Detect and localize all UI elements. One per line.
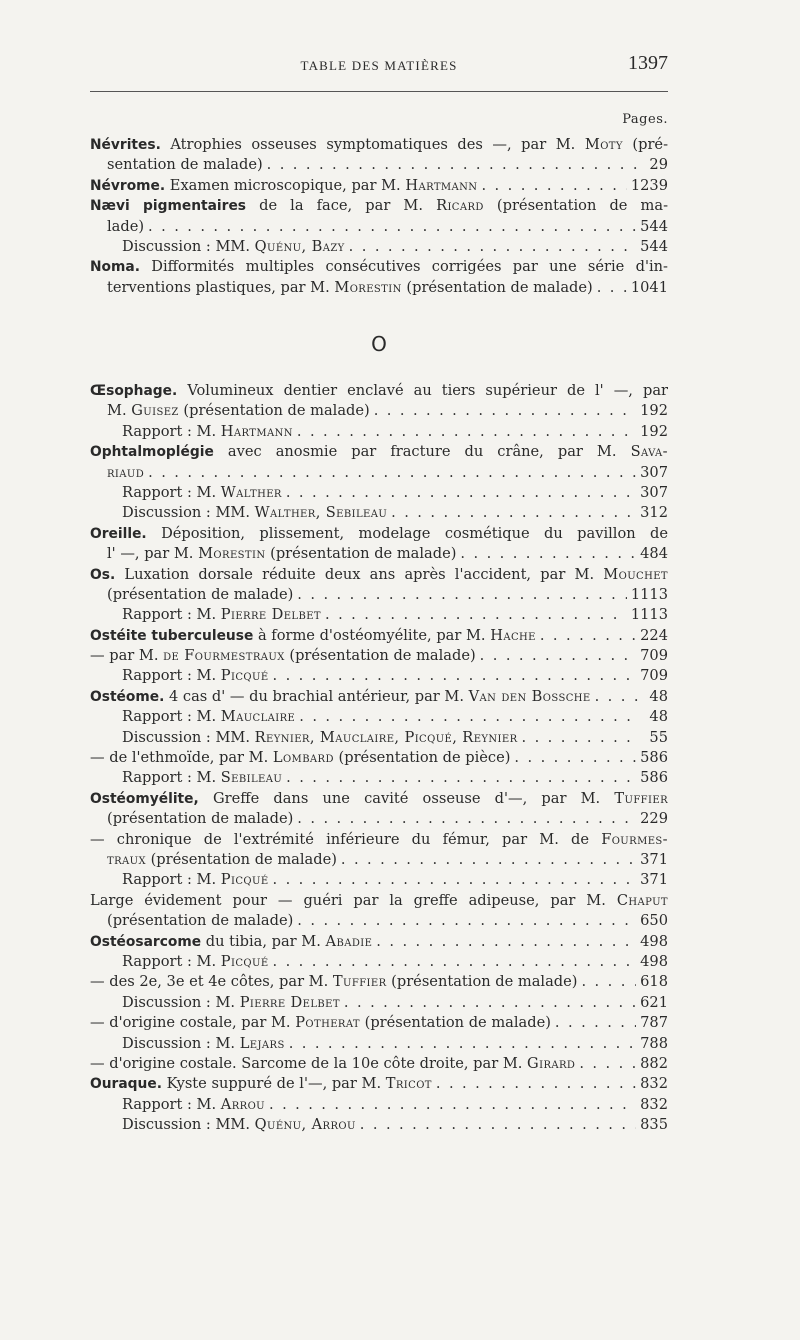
entry-text: (présentation de ma- bbox=[483, 197, 668, 215]
toc-entry-text bbox=[90, 176, 477, 196]
dot-leader bbox=[269, 1095, 636, 1115]
entry-text: (présentation de malade) bbox=[107, 585, 294, 603]
page-reference: 48 bbox=[649, 708, 668, 726]
toc-line bbox=[90, 707, 668, 727]
toc-line bbox=[90, 911, 668, 931]
toc-line bbox=[90, 401, 668, 421]
entry-text: 4 cas d' — du brachial antérieur, par M. bbox=[164, 687, 469, 705]
dot-leader bbox=[289, 1034, 636, 1054]
author-name: Sebileau bbox=[220, 769, 283, 787]
page-reference: 55 bbox=[649, 728, 668, 746]
entry-text: Kyste suppuré de l'—, par M. bbox=[161, 1075, 386, 1093]
toc-line bbox=[90, 870, 668, 890]
toc-line bbox=[90, 278, 668, 298]
toc-entry-text bbox=[122, 993, 340, 1013]
entry-heading: Os. bbox=[90, 566, 116, 583]
section-n-entries bbox=[90, 135, 668, 298]
toc-line bbox=[90, 850, 668, 870]
toc-entry-text bbox=[107, 850, 337, 870]
dot-leader bbox=[273, 952, 637, 972]
author-name: Sava- bbox=[630, 443, 668, 461]
page-reference: 650 bbox=[640, 912, 668, 930]
toc-line bbox=[90, 524, 668, 544]
toc-line bbox=[90, 789, 668, 809]
entry-text: Volumineux dentier enclavé au tiers supérieur de l' —, par bbox=[177, 382, 668, 399]
dot-leader bbox=[581, 972, 636, 992]
toc-entry-text bbox=[90, 1054, 575, 1074]
toc-line bbox=[90, 993, 668, 1013]
entry-text: (présentation de malade) bbox=[145, 850, 337, 868]
dot-leader bbox=[349, 237, 636, 257]
dot-leader bbox=[299, 707, 640, 727]
author-name: Lombard bbox=[272, 749, 334, 767]
toc-entry-text bbox=[122, 483, 282, 503]
toc-entry-text bbox=[122, 422, 293, 442]
toc-line bbox=[90, 1095, 668, 1115]
author-name: Girard bbox=[527, 1054, 576, 1072]
dot-leader bbox=[595, 687, 640, 707]
toc-line bbox=[90, 728, 668, 748]
toc-line bbox=[90, 830, 668, 850]
author-name: Abadie bbox=[325, 932, 373, 950]
pages-column-label: Pages. bbox=[622, 112, 668, 127]
author-name: Picqué bbox=[220, 952, 269, 970]
toc-line bbox=[90, 565, 668, 585]
toc-line bbox=[90, 155, 668, 175]
toc-line bbox=[90, 748, 668, 768]
toc-entry-text bbox=[122, 870, 269, 890]
toc-line bbox=[90, 768, 668, 788]
entry-heading: Oreille. bbox=[90, 525, 147, 542]
dot-leader bbox=[597, 278, 627, 298]
entry-text: (présentation de malade) bbox=[107, 810, 294, 828]
author-name: Ricard bbox=[436, 197, 484, 215]
entry-text: Discussion : MM. bbox=[122, 728, 255, 746]
page-reference: 544 bbox=[640, 237, 668, 255]
page-reference: 1041 bbox=[630, 278, 668, 296]
toc-line bbox=[90, 442, 668, 462]
toc-entry-text bbox=[122, 237, 345, 257]
entry-heading: Ostéosarcome bbox=[90, 933, 202, 950]
author-name: Hartmann bbox=[220, 422, 293, 440]
dot-leader bbox=[555, 1013, 636, 1033]
page-reference: 618 bbox=[640, 973, 668, 991]
toc-entry-text bbox=[122, 605, 321, 625]
entry-text: Rapport : M. bbox=[122, 708, 221, 726]
toc-line bbox=[90, 1013, 668, 1033]
toc-line bbox=[90, 585, 668, 605]
entry-text: Greffe dans une cavité osseuse d'—, par M. bbox=[198, 789, 615, 807]
entry-heading: Œsophage. bbox=[90, 383, 178, 399]
page-reference: 229 bbox=[640, 810, 668, 828]
page-reference: 621 bbox=[640, 993, 668, 1011]
toc-entry-text bbox=[122, 1095, 265, 1115]
entry-text: l' —, par M. bbox=[107, 545, 199, 563]
page-reference: 498 bbox=[640, 952, 668, 970]
toc-line bbox=[90, 1054, 668, 1074]
entry-heading: Ouraque. bbox=[90, 1076, 162, 1093]
header-rule bbox=[90, 91, 668, 92]
dot-leader bbox=[273, 666, 637, 686]
entry-text: Discussion : M. bbox=[122, 993, 240, 1011]
toc-entry-text bbox=[90, 789, 668, 809]
entry-text: (présentation de malade) bbox=[401, 278, 593, 296]
toc-entry-text bbox=[122, 666, 269, 686]
entry-text: — d'origine costale, par M. bbox=[90, 1014, 296, 1032]
dot-leader bbox=[436, 1074, 636, 1094]
author-name: Tuffier bbox=[332, 973, 387, 991]
entry-text: Rapport : M. bbox=[122, 606, 221, 624]
toc-entry-text bbox=[90, 524, 668, 544]
toc-line bbox=[90, 135, 668, 155]
entry-text: — de l'ethmoïde, par M. bbox=[90, 749, 273, 767]
toc-entry-text bbox=[90, 1074, 432, 1094]
entry-text: Discussion : MM. bbox=[122, 504, 255, 522]
dot-leader bbox=[273, 870, 637, 890]
entry-text: de la face, par M. bbox=[246, 197, 437, 215]
toc-entry-text bbox=[107, 401, 370, 421]
page-reference: 832 bbox=[640, 1095, 668, 1113]
toc-line bbox=[90, 952, 668, 972]
toc-entry-text bbox=[122, 728, 518, 748]
entry-text: (présentation de malade) bbox=[359, 1014, 551, 1032]
author-name: Reynier, Mauclaire, Picqué, Reynier bbox=[254, 728, 518, 746]
toc-entry-text bbox=[90, 646, 476, 666]
entry-text: Rapport : M. bbox=[122, 422, 221, 440]
author-name: traux bbox=[107, 850, 146, 868]
entry-text: Rapport : M. bbox=[122, 871, 221, 889]
entry-text: M. bbox=[107, 402, 132, 420]
entry-heading: Ostéomyélite, bbox=[90, 790, 199, 807]
dot-leader bbox=[344, 993, 636, 1013]
page-reference: 586 bbox=[640, 769, 668, 787]
entry-text: Rapport : M. bbox=[122, 769, 221, 787]
page-reference: 586 bbox=[640, 749, 668, 767]
toc-line bbox=[90, 544, 668, 564]
author-name: Fourmes- bbox=[601, 830, 668, 848]
author-name: Pierre Delbet bbox=[220, 606, 321, 624]
entry-text: terventions plastiques, par M. bbox=[107, 278, 335, 296]
entry-text: (pré- bbox=[622, 136, 668, 153]
dot-leader bbox=[522, 728, 640, 748]
dot-leader bbox=[341, 850, 636, 870]
dot-leader bbox=[376, 932, 636, 952]
author-name: Picqué bbox=[220, 667, 269, 685]
entry-text: (présentation de malade) bbox=[265, 545, 457, 563]
author-name: riaud bbox=[107, 463, 145, 481]
author-name: Quénu, Bazy bbox=[254, 237, 345, 255]
toc-entry-text bbox=[122, 503, 387, 523]
section-o-entries bbox=[90, 381, 668, 1135]
toc-entry-text bbox=[90, 135, 668, 155]
entry-text: Discussion : MM. bbox=[122, 1116, 255, 1134]
dot-leader bbox=[286, 768, 636, 788]
author-name: Walther bbox=[220, 483, 282, 501]
toc-line bbox=[90, 176, 668, 196]
toc-line bbox=[90, 381, 668, 401]
entry-text: Difformités multiples consécutives corrigées par une série d'in- bbox=[139, 258, 668, 276]
toc-entry-text bbox=[90, 196, 668, 216]
entry-heading: Névrites. bbox=[90, 137, 161, 153]
entry-text: (présentation de malade) bbox=[178, 402, 370, 420]
toc-entry-text bbox=[90, 748, 510, 768]
author-name: Pierre Delbet bbox=[239, 993, 340, 1011]
dot-leader bbox=[514, 748, 636, 768]
author-name: Potherat bbox=[295, 1014, 360, 1032]
toc-line bbox=[90, 687, 668, 707]
dot-leader bbox=[374, 401, 636, 421]
author-name: Morestin bbox=[334, 278, 402, 296]
entry-text: sentation de malade) bbox=[107, 156, 263, 174]
toc-entry-text bbox=[90, 257, 668, 277]
toc-entry-text bbox=[107, 585, 293, 605]
page-reference: 371 bbox=[640, 871, 668, 889]
entry-text: Discussion : M. bbox=[122, 1034, 240, 1052]
page-reference: 484 bbox=[640, 545, 668, 563]
toc-line bbox=[90, 463, 668, 483]
author-name: Mauclaire bbox=[220, 708, 296, 726]
toc-entry-text bbox=[90, 891, 668, 911]
entry-text: Luxation dorsale réduite deux ans après l'accident, par M. bbox=[115, 565, 604, 583]
toc-entry-text bbox=[107, 155, 263, 175]
dot-leader bbox=[297, 809, 636, 829]
entry-heading: Ostéite tuberculeuse bbox=[90, 627, 254, 644]
entry-heading: Nævi pigmentaires bbox=[90, 198, 247, 215]
toc-line bbox=[90, 422, 668, 442]
entry-text: Déposition, plissement, modelage cosmétique du pavillon de bbox=[146, 524, 668, 542]
page-reference: 787 bbox=[640, 1014, 668, 1032]
author-name: Mouchet bbox=[603, 565, 668, 583]
author-name: Walther, Sebileau bbox=[254, 504, 388, 522]
author-name: Moty bbox=[584, 136, 623, 153]
entry-heading: Ophtalmoplégie bbox=[90, 444, 214, 461]
toc-entry-text bbox=[90, 442, 668, 462]
page-reference: 307 bbox=[640, 483, 668, 501]
entry-text: Rapport : M. bbox=[122, 1095, 221, 1113]
entry-text: du tibia, par M. bbox=[201, 932, 326, 950]
entry-text: (présentation de malade) bbox=[107, 912, 294, 930]
entry-text: — par M. bbox=[90, 647, 164, 665]
author-name: Tricot bbox=[385, 1075, 432, 1093]
entry-text: lade) bbox=[107, 217, 145, 235]
toc-entry-text bbox=[122, 952, 269, 972]
toc-entry-text bbox=[122, 1034, 285, 1054]
dot-leader bbox=[148, 217, 636, 237]
dot-leader bbox=[579, 1054, 636, 1074]
dot-leader bbox=[481, 176, 626, 196]
page-reference: 307 bbox=[640, 463, 668, 481]
toc-entry-text bbox=[107, 544, 456, 564]
entry-text: (présentation de malade) bbox=[386, 973, 578, 991]
dot-leader bbox=[360, 1115, 636, 1135]
page-reference: 709 bbox=[640, 647, 668, 665]
toc-line bbox=[90, 483, 668, 503]
author-name: Hartmann bbox=[405, 176, 478, 194]
entry-text: Rapport : M. bbox=[122, 483, 221, 501]
dot-leader bbox=[325, 605, 627, 625]
toc-entry-text bbox=[90, 565, 668, 585]
toc-entry-text bbox=[90, 830, 668, 850]
dot-leader bbox=[297, 585, 627, 605]
page-reference: 48 bbox=[649, 687, 668, 705]
toc-entry-text bbox=[90, 626, 536, 646]
running-head bbox=[90, 52, 668, 80]
toc-entry-text bbox=[90, 932, 372, 952]
toc-line bbox=[90, 972, 668, 992]
toc-line bbox=[90, 217, 668, 237]
toc-line bbox=[90, 605, 668, 625]
entry-text: — d'origine costale. Sarcome de la 10e côte droite, par M. bbox=[90, 1054, 528, 1072]
toc-entry-text bbox=[90, 972, 577, 992]
page-reference: 882 bbox=[640, 1054, 668, 1072]
author-name: Morestin bbox=[198, 545, 266, 563]
toc-line bbox=[90, 646, 668, 666]
page-reference: 1113 bbox=[630, 606, 668, 624]
toc-line bbox=[90, 891, 668, 911]
author-name: Arrou bbox=[220, 1095, 265, 1113]
page-reference: 1113 bbox=[630, 585, 668, 603]
toc-entry-text bbox=[122, 707, 295, 727]
entry-text: Atrophies osseuses symptomatiques des —, par M. bbox=[160, 136, 585, 153]
toc-entry-text bbox=[107, 217, 144, 237]
page-reference: 312 bbox=[640, 504, 668, 522]
entry-text: — chronique de l'extrémité inférieure du fémur, par M. de bbox=[90, 830, 602, 848]
toc-entry-text bbox=[90, 381, 668, 401]
dot-leader bbox=[480, 646, 636, 666]
toc-line bbox=[90, 237, 668, 257]
entry-text: (présentation de malade) bbox=[284, 647, 476, 665]
letter-heading-o: O bbox=[371, 332, 387, 356]
entry-heading: Névrome. bbox=[90, 177, 166, 194]
toc-line bbox=[90, 626, 668, 646]
entry-text: Rapport : M. bbox=[122, 667, 221, 685]
entry-text: (présentation de pièce) bbox=[333, 749, 511, 767]
page-reference: 788 bbox=[640, 1034, 668, 1052]
dot-leader bbox=[391, 503, 636, 523]
author-name: Van den Bossche bbox=[468, 687, 591, 705]
entry-text: — des 2e, 3e et 4e côtes, par M. bbox=[90, 973, 333, 991]
dot-leader bbox=[297, 422, 636, 442]
toc-line bbox=[90, 1034, 668, 1054]
page-reference: 29 bbox=[649, 156, 668, 174]
running-title: TABLE DES MATIÈRES bbox=[300, 58, 458, 73]
author-name: Chaput bbox=[616, 891, 668, 909]
author-name: Picqué bbox=[220, 871, 269, 889]
toc-line bbox=[90, 1074, 668, 1094]
author-name: de Fourmestraux bbox=[163, 647, 285, 665]
toc-line bbox=[90, 196, 668, 216]
dot-leader bbox=[286, 483, 636, 503]
toc-entry-text bbox=[107, 911, 293, 931]
toc-line bbox=[90, 809, 668, 829]
author-name: Tuffier bbox=[614, 789, 668, 807]
page-reference: 835 bbox=[640, 1116, 668, 1134]
dot-leader bbox=[267, 155, 640, 175]
toc-entry-text bbox=[107, 809, 293, 829]
toc-line bbox=[90, 932, 668, 952]
toc-entry-text bbox=[90, 687, 591, 707]
page-reference: 371 bbox=[640, 850, 668, 868]
entry-heading: Ostéome. bbox=[90, 688, 165, 705]
dot-leader bbox=[460, 544, 636, 564]
page-reference: 544 bbox=[640, 217, 668, 235]
entry-text: à forme d'ostéomyélite, par M. bbox=[253, 626, 491, 644]
page-reference: 832 bbox=[640, 1075, 668, 1093]
toc-entry-text bbox=[122, 1115, 356, 1135]
page-reference: 192 bbox=[640, 402, 668, 420]
author-name: Lejars bbox=[239, 1034, 285, 1052]
entry-text: Large évidement pour — guéri par la greffe adipeuse, par M. bbox=[90, 891, 617, 909]
entry-text: Examen microscopique, par M. bbox=[165, 176, 406, 194]
author-name: Guisez bbox=[131, 402, 179, 420]
page-reference: 1239 bbox=[630, 176, 668, 194]
toc-entry-text bbox=[90, 1013, 551, 1033]
page-reference: 192 bbox=[640, 422, 668, 440]
entry-text: Discussion : MM. bbox=[122, 237, 255, 255]
author-name: Quénu, Arrou bbox=[254, 1116, 356, 1134]
page-reference: 498 bbox=[640, 932, 668, 950]
entry-text: avec anosmie par fracture du crâne, par M. bbox=[213, 443, 631, 461]
author-name: Hache bbox=[490, 626, 536, 644]
entry-heading: Noma. bbox=[90, 259, 140, 276]
toc-entry-text bbox=[107, 463, 144, 483]
toc-line bbox=[90, 257, 668, 277]
entry-text: Rapport : M. bbox=[122, 952, 221, 970]
dot-leader bbox=[540, 626, 636, 646]
dot-leader bbox=[297, 911, 636, 931]
dot-leader bbox=[148, 463, 636, 483]
toc-line bbox=[90, 503, 668, 523]
toc-entry-text bbox=[107, 278, 593, 298]
page-reference: 709 bbox=[640, 667, 668, 685]
page-number: 1397 bbox=[628, 52, 668, 74]
page-reference: 224 bbox=[640, 626, 668, 644]
toc-line bbox=[90, 1115, 668, 1135]
toc-entry-text bbox=[122, 768, 282, 788]
toc-line bbox=[90, 666, 668, 686]
